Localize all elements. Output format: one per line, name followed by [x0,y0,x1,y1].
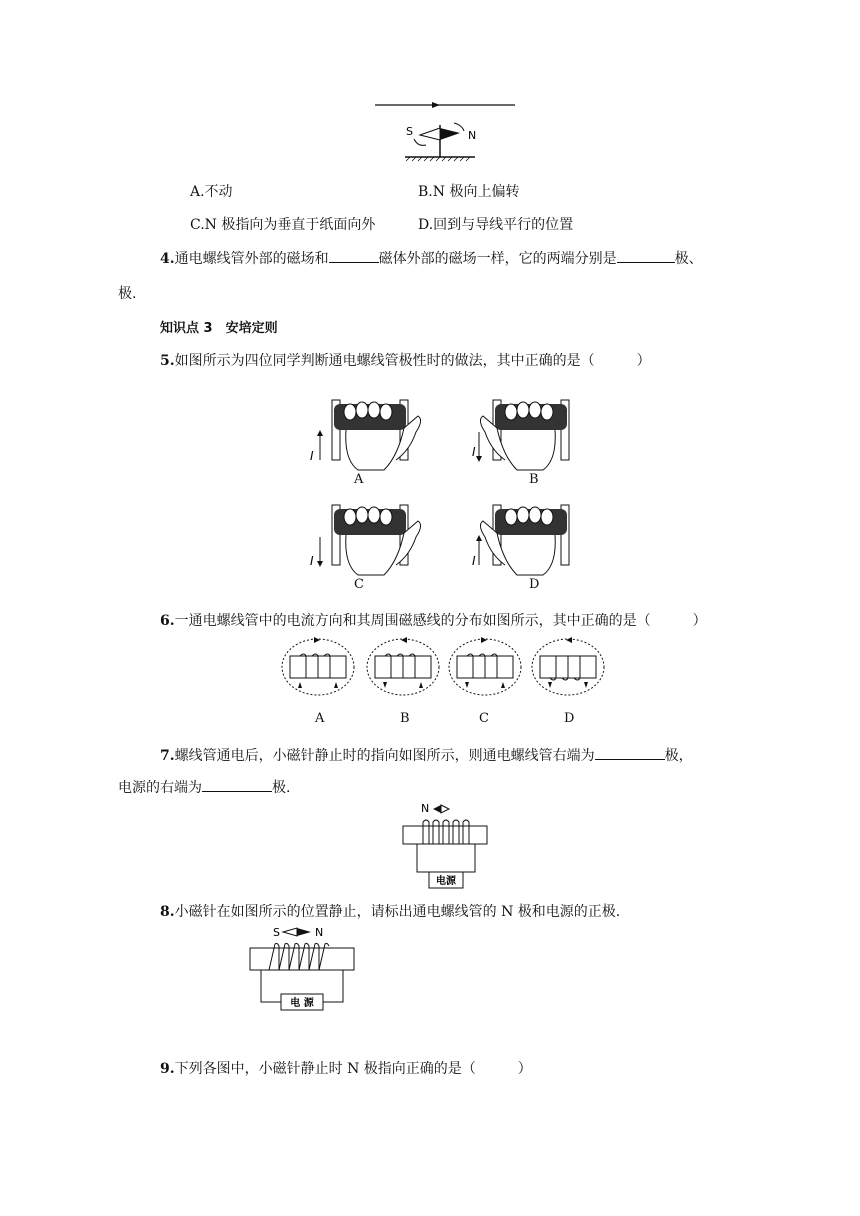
q3-option-a: A.不动 [190,184,233,200]
hand-figure-c [317,505,421,575]
q9-question [160,1058,532,1078]
q3-option-d: D.回到与导线平行的位置 [418,217,574,233]
q8-wire-left [261,970,281,1002]
q7-number: 7. [160,748,175,764]
q7-blank-1[interactable] [595,745,665,760]
needle-white-half [420,128,440,140]
q7-text-part1: 螺线管通电后，小磁针静止时的指向如图所示，则通电螺线管右端为 [174,748,595,764]
q7-solenoid-figure [395,800,495,892]
q7-power-label: 电源 [436,876,456,887]
current-arrow [432,102,440,108]
current-label-b: I [472,445,476,459]
q9-number: 9. [160,1061,175,1077]
q8-number: 8. [160,904,175,920]
q6-label-c: C [479,711,489,726]
q7-line1 [160,745,693,765]
q4-line2: 极. [118,286,137,302]
rotate-arrow-left [414,139,426,145]
q4-text-part3: 极、 [674,251,703,267]
q7-wire-right [457,844,475,872]
rotate-arrow-right [454,123,464,131]
q5-hands-figure [300,390,590,590]
q3-option-c: C.N 极指向为垂直于纸面向外 [190,217,376,233]
q8-needle-white [283,928,297,936]
q7-line2 [118,777,290,797]
q6-number: 6. [160,613,175,629]
q4-text-part2: 磁体外部的磁场一样，它的两端分别是 [378,251,617,267]
q6-label-a: A [315,711,325,726]
solenoid-figure-a [282,637,354,695]
q5-question [160,350,651,370]
q4-number: 4. [160,251,175,267]
hand-figure-d [476,505,569,575]
needle-black-half [440,128,460,140]
section-title: 知识点 3 安培定则 [160,321,278,336]
q8-n-label: N [315,926,324,939]
q7-wire [417,844,435,872]
q3-option-b: B.N 极向上偏转 [418,184,520,200]
q8-text: 小磁针在如图所示的位置静止，请标出通电螺线管的 N 极和电源的正极. [174,904,621,920]
hand-figure-a [317,400,421,470]
q7-text-part3: 电源的右端为 [118,780,202,796]
q6-question [160,610,707,630]
q7-blank-2[interactable] [202,777,272,792]
q3-compass-figure [370,95,520,170]
q7-needle-black [433,805,441,813]
q8-wire-right [323,970,343,1002]
n-pole-label: N [468,129,477,142]
q6-label-b: B [400,711,410,726]
q4-blank-2[interactable] [617,248,675,263]
q8-solenoid-figure [245,924,360,1016]
hand-figure-b [476,400,569,470]
q5-label-a: A [354,472,364,487]
q7-n-label: N [421,802,430,815]
q9-text: 下列各图中，小磁针静止时 N 极指向正确的是（ ） [174,1061,532,1077]
q5-label-b: B [529,472,539,487]
q8-s-label: S [273,926,280,939]
q7-solenoid-core [403,826,487,844]
q4-blank-1[interactable] [329,248,379,263]
current-label-a: I [310,449,314,463]
q6-text: 一通电螺线管中的电流方向和其周围磁感线的分布如图所示，其中正确的是（ ） [174,613,707,629]
solenoid-figure-b [367,637,439,695]
s-pole-label: S [406,125,413,138]
q7-needle-white [441,805,449,813]
q5-number: 5. [160,353,175,369]
q8-power-label: 电 源 [290,998,314,1009]
solenoid-figure-d [532,637,604,695]
q8-question [160,901,620,921]
q6-solenoids-figure [275,632,615,702]
q7-text-part4: 极. [272,780,291,796]
q5-label-d: D [529,577,540,592]
solenoid-figure-c [449,637,521,695]
current-label-c: I [310,554,314,568]
q4-text-part1: 通电螺线管外部的磁场和 [174,251,329,267]
q7-text-part2: 极， [664,748,693,764]
q5-text: 如图所示为四位同学判断通电螺线管极性时的做法，其中正确的是（ ） [174,353,651,369]
q5-label-c: C [354,577,364,592]
q8-needle-black [297,928,311,936]
current-label-d: I [472,554,476,568]
q6-label-d: D [564,711,575,726]
q4-line1 [160,248,703,268]
